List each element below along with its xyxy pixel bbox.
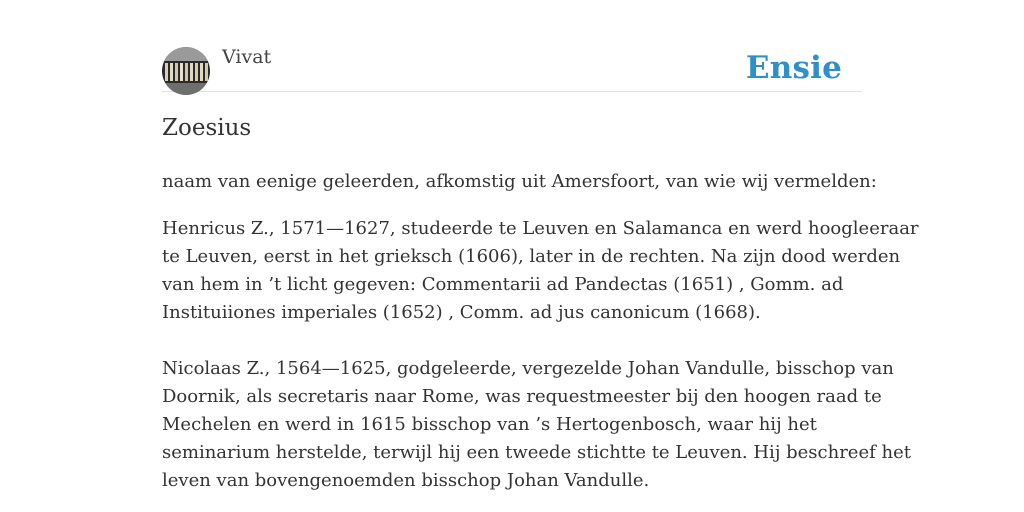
intro-paragraph: naam van eenige geleerden, afkomstig uit Amersfoort, van wie wij vermelden:: [162, 171, 877, 192]
entry-nicolaas: [162, 355, 911, 495]
entry-line: Instituiiones imperiales (1652) , Comm. ad jus canonicum (1668).: [162, 302, 761, 323]
avatar[interactable]: [162, 47, 210, 95]
entry-line: Doornik, als secretaris naar Rome, was requestmeester bij den hoogen raad te: [162, 386, 882, 407]
entry-henricus: [162, 215, 919, 327]
entry-line: Nicolaas Z., 1564—1625, godgeleerde, vergezelde Johan Vandulle, bisschop van: [162, 358, 894, 379]
entry-line: seminarium herstelde, terwijl hij een tweede stichtte te Leuven. Hij beschreef het: [162, 442, 911, 463]
avatar-image: [162, 47, 210, 95]
ensie-logo[interactable]: Ensie: [745, 50, 842, 86]
entry-line: Henricus Z., 1571—1627, studeerde te Leuven en Salamanca en werd hoogleeraar: [162, 218, 919, 239]
author-name[interactable]: Vivat: [222, 46, 272, 68]
page-content: [162, 0, 919, 491]
header: [162, 0, 862, 92]
entry-line: leven van bovengenoemden bisschop Johan Vandulle.: [162, 470, 650, 491]
entry-line: te Leuven, eerst in het grieksch (1606), later in de rechten. Na zijn dood werden: [162, 246, 901, 267]
entry-line: Mechelen en werd in 1615 bisschop van ’s Hertogenbosch, waar hij het: [162, 414, 817, 435]
entry-line: van hem in ’t licht gegeven: Commentarii ad Pandectas (1651) , Gomm. ad: [162, 274, 844, 295]
page-title: Zoesius: [162, 115, 252, 141]
